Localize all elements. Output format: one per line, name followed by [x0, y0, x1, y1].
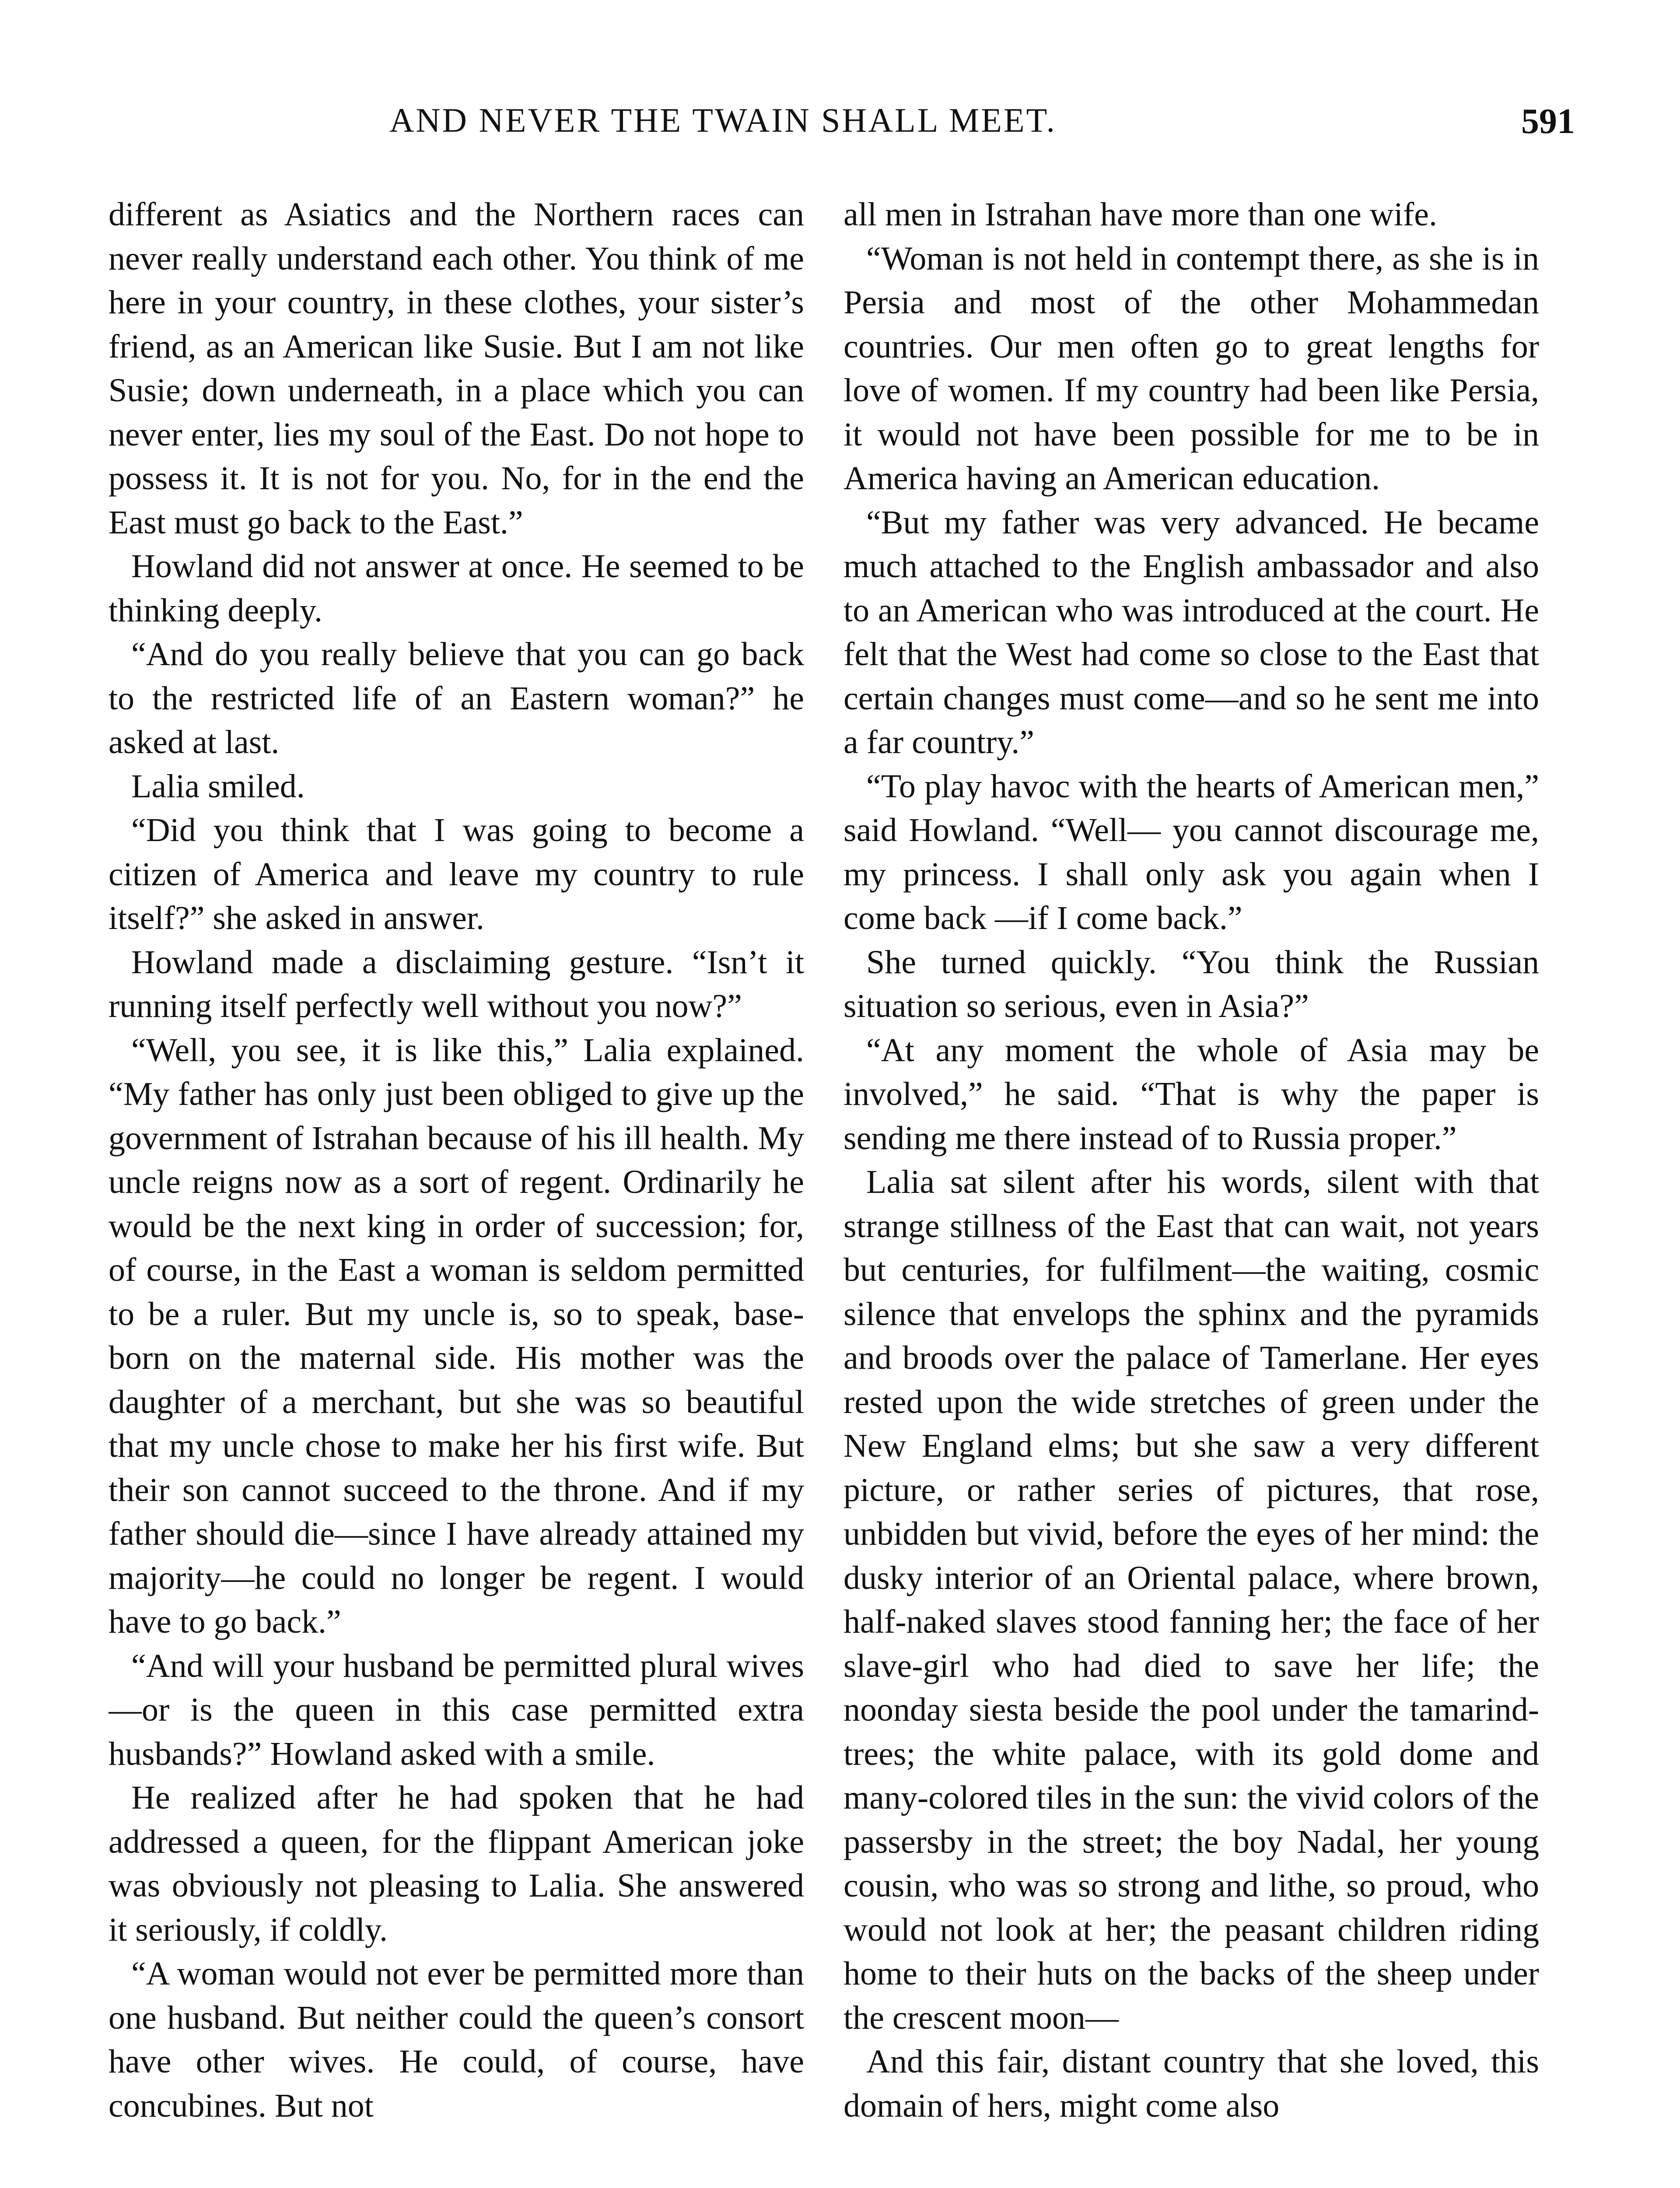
paragraph: Howland did not answer at once. He seemed to be thinking deeply.: [108, 548, 804, 629]
paragraph: He realized after he had spoken that he had addressed a queen, for the flippant American joke was obviously not pleasing to Lalia. She answered it seriously, if coldly.: [108, 1779, 804, 1948]
paragraph: “To play havoc with the hearts of American men,” said Howland. “Well— you cannot discourage me, my princess. I shall only ask you again when I come back —if I come back.”: [844, 768, 1539, 936]
paragraph: And this fair, distant country that she loved, this domain of hers, might come also: [844, 2043, 1539, 2124]
paragraph: Lalia smiled.: [131, 768, 305, 805]
paragraph: “A woman would not ever be permitted more than one husband. But neither could the queen’s consort have other wives. He could, of course, have concubines. But not: [108, 1955, 804, 2124]
paragraph: different as Asiatics and the Northern races can never really understand each other. You think of me here in your country, in these clothes, your sister’s friend, as an American like Susie. But I am not like Susie; down underneath, in a place which you can never enter, lies my soul of the East. Do not hope to possess it. It is not for you. No, for in the end the East must go back to the East.”: [108, 196, 804, 541]
paragraph: “At any moment the whole of Asia may be involved,” he said. “That is why the paper is sending me there instead of to Russia proper.”: [844, 1031, 1539, 1157]
running-title: AND NEVER THE TWAIN SHALL MEET.: [389, 101, 1057, 139]
paragraph: “And do you really believe that you can go back to the restricted life of an Eastern woman?” he asked at last.: [108, 636, 804, 761]
paragraph: “And will your husband be permitted plural wives—or is the queen in this case permitted extra husbands?” Howland asked with a smile.: [108, 1647, 804, 1772]
paragraph: She turned quickly. “You think the Russian situation so serious, even in Asia?”: [844, 943, 1539, 1024]
paragraph: “Woman is not held in contempt there, as she is in Persia and most of the other Mohammedan countries. Our men often go to great lengths for love of women. If my country had been like Persia, it would not have been possible for me to be in America having an American education.: [844, 240, 1539, 497]
paragraph: all men in Istrahan have more than one wife.: [844, 196, 1437, 233]
paragraph: Howland made a disclaiming gesture. “Isn’t it running itself perfectly well without you now?”: [108, 943, 804, 1024]
right-column: [844, 193, 1539, 2188]
paragraph: Lalia sat silent after his words, silent with that strange stillness of the East that can wait, not years but centuries, for fulfilment—the waiting, cosmic silence that envelops the sphinx and the pyramids and broods over the palace of Tamerlane. Her eyes rested upon the wide stretches of green under the New England elms; but she saw a very different picture, or rather series of pictures, that rose, unbidden but vivid, before the eyes of her mind: the dusky interior of an Oriental palace, where brown, half-naked slaves stood fanning her; the face of her slave-girl who had died to save her life; the noonday siesta beside the pool under the tamarind-trees; the white palace, with its gold dome and many-colored tiles in the sun: the vivid colors of the passersby in the street; the boy Nadal, her young cousin, who was so strong and lithe, so proud, who would not look at her; the peasant children riding home to their huts on the backs of the sheep under the crescent moon—: [844, 1164, 1539, 2036]
running-head: [105, 101, 1575, 149]
page-number: 591: [1521, 101, 1575, 141]
left-column: [108, 193, 804, 2188]
paragraph: “Well, you see, it is like this,” Lalia explained. “My father has only just been obliged to give up the government of Istrahan because of his ill health. My uncle reigns now as a sort of regent. Ordinarily he would be the next king in order of succession; for, of course, in the East a woman is seldom permitted to be a ruler. But my uncle is, so to speak, base-born on the maternal side. His mother was the daughter of a merchant, but she was so beautiful that my uncle chose to make her his first wife. But their son cannot succeed to the throne. And if my father should die—since I have already attained my majority—he could no longer be regent. I would have to go back.”: [108, 1031, 804, 1640]
paragraph: “Did you think that I was going to become a citizen of America and leave my country to rule itself?” she asked in answer.: [108, 812, 804, 936]
paragraph: “But my father was very advanced. He became much attached to the English ambassador and also to an American who was introduced at the court. He felt that the West had come so close to the East that certain changes must come—and so he sent me into a far country.”: [844, 504, 1539, 761]
